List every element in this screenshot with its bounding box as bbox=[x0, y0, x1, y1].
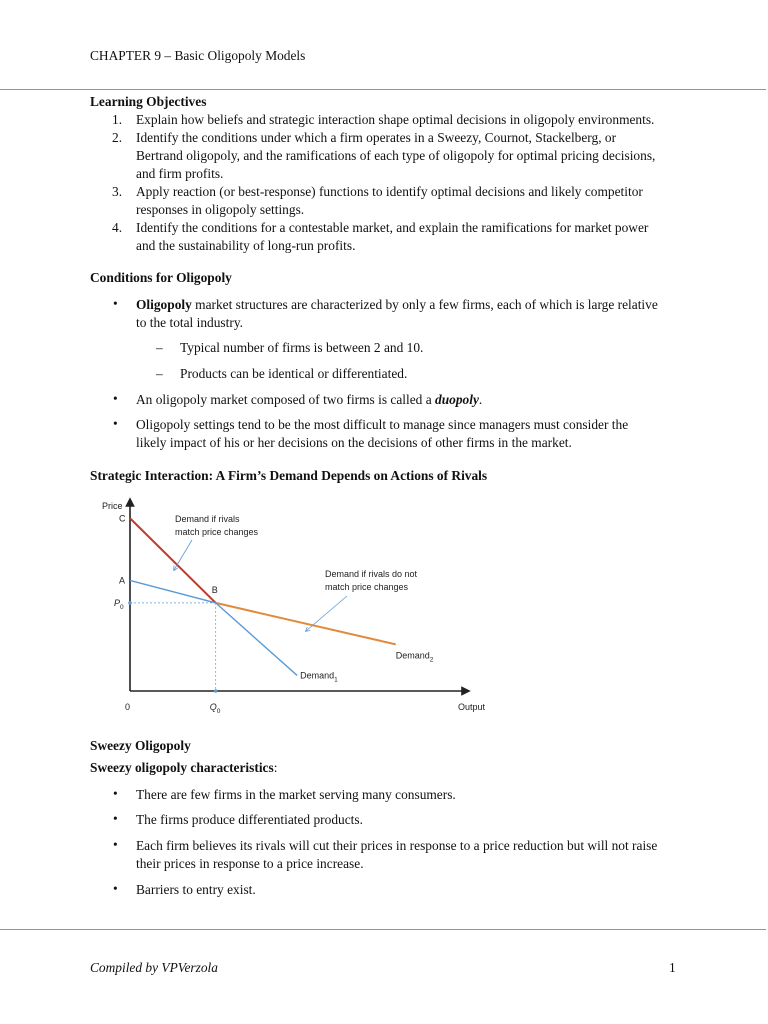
sweezy-bullet: The firms produce differentiated products. bbox=[136, 812, 363, 827]
objective-text: Identify the conditions under which a firm operates in a Sweezy, Cournot, Stackelberg, or bbox=[136, 130, 617, 145]
point-a-label: A bbox=[119, 575, 126, 586]
conditions-bullet-1 bbox=[136, 296, 726, 332]
annotation-nomatch-line1: Demand if rivals do not bbox=[325, 569, 418, 579]
y-axis-label: Price bbox=[102, 501, 123, 511]
conditions-bullet-2 bbox=[136, 391, 726, 409]
objective-number: 2. bbox=[112, 130, 123, 145]
objective-text: Explain how beliefs and strategic interaction shape optimal decisions in oligopoly environments. bbox=[136, 112, 655, 127]
bullet-text: to the total industry. bbox=[136, 315, 243, 330]
objective-item bbox=[90, 183, 730, 219]
demand1-label: Demand$_1$ bbox=[300, 670, 338, 684]
objective-item bbox=[90, 129, 730, 183]
sweezy-bullet: Barriers to entry exist. bbox=[136, 882, 256, 897]
bullet-icon: • bbox=[113, 296, 118, 311]
sweezy-heading: Sweezy Oligopoly bbox=[90, 738, 191, 753]
bullet-icon: • bbox=[113, 416, 118, 431]
sweezy-subheading-text: Sweezy oligopoly characteristics bbox=[90, 760, 274, 775]
objective-item bbox=[90, 111, 730, 129]
p0-label: $P_0$ bbox=[114, 597, 124, 611]
bullet-text: Oligopoly settings tend to be the most difficult to manage since managers must consider the bbox=[136, 417, 629, 432]
objective-text: Apply reaction (or best-response) functions to identify optimal decisions and likely competitor bbox=[136, 184, 643, 199]
origin-label: 0 bbox=[125, 702, 131, 712]
learning-objectives-list bbox=[90, 111, 730, 255]
bullet-text: likely impact of his or her decisions on the decisions of other firms in the market. bbox=[136, 435, 572, 450]
annotation-match-line1: Demand if rivals bbox=[175, 514, 240, 524]
bullet-icon: • bbox=[113, 837, 118, 852]
page-number: 1 bbox=[669, 960, 676, 975]
bullet-text: An oligopoly market composed of two firms is called a bbox=[136, 392, 435, 407]
bullet-text: their prices in response to a price increase. bbox=[136, 856, 364, 871]
point-b-label: B bbox=[211, 584, 218, 595]
q0-label: $Q_0$ bbox=[209, 702, 221, 715]
p0-tick-mark bbox=[128, 601, 132, 605]
footer-rule bbox=[0, 929, 766, 930]
q0-tick-mark bbox=[214, 689, 218, 693]
objective-number: 1. bbox=[112, 112, 123, 127]
objective-number: 4. bbox=[112, 220, 123, 235]
objective-text: Identify the conditions for a contestable market, and explain the ramifications for market power bbox=[136, 220, 649, 235]
conditions-sub-1: Typical number of firms is between 2 and 10. bbox=[180, 340, 424, 355]
sweezy-bullet: There are few firms in the market serving many consumers. bbox=[136, 787, 456, 802]
page-title: CHAPTER 9 – Basic Oligopoly Models bbox=[90, 48, 306, 63]
annotation-match-line2: match price changes bbox=[175, 527, 259, 537]
conditions-bullet-3 bbox=[136, 416, 726, 452]
duopoly-term: duopoly bbox=[435, 392, 479, 407]
colon: : bbox=[273, 760, 278, 775]
kinked-demand-chart bbox=[92, 492, 486, 722]
sweezy-subheading bbox=[90, 760, 277, 776]
point-c-label: C bbox=[119, 513, 126, 524]
objective-text: responses in oligopoly settings. bbox=[136, 202, 305, 217]
bullet-icon: • bbox=[113, 391, 118, 406]
sweezy-bullet bbox=[136, 837, 726, 873]
x-axis-label: Output bbox=[458, 702, 486, 712]
bullet-text: . bbox=[478, 392, 483, 407]
oligopoly-term: Oligopoly bbox=[136, 297, 192, 312]
dash-icon: – bbox=[156, 366, 163, 381]
objective-text: Bertrand oligopoly, and the ramifications of each type of oligopoly for optimal pricing decisions, bbox=[136, 148, 656, 163]
conditions-heading: Conditions for Oligopoly bbox=[90, 270, 232, 285]
strategic-heading: Strategic Interaction: A Firm’s Demand Depends on Actions of Rivals bbox=[90, 468, 488, 483]
bullet-icon: • bbox=[113, 811, 118, 826]
learning-objectives-heading: Learning Objectives bbox=[90, 94, 207, 109]
header-rule bbox=[0, 89, 766, 90]
annotation-match-arrow bbox=[174, 540, 192, 570]
dash-icon: – bbox=[156, 340, 163, 355]
annotation-nomatch-arrow bbox=[306, 596, 347, 631]
objective-text: and the sustainability of long-run profits. bbox=[136, 238, 356, 253]
footer-author: Compiled by VPVerzola bbox=[90, 960, 218, 975]
bullet-icon: • bbox=[113, 881, 118, 896]
nomatch-demand-line bbox=[216, 603, 396, 644]
conditions-sub-2: Products can be identical or differentiated. bbox=[180, 366, 408, 381]
bullet-text: Each firm believes its rivals will cut their prices in response to a price reduction but will not raise bbox=[136, 838, 658, 853]
bullet-text: market structures are characterized by only a few firms, each of which is large relative bbox=[191, 297, 658, 312]
objective-item bbox=[90, 219, 730, 255]
demand2-label: Demand$_2$ bbox=[395, 650, 434, 664]
bullet-icon: • bbox=[113, 786, 118, 801]
objective-text: and firm profits. bbox=[136, 166, 224, 181]
annotation-nomatch-line2: match price changes bbox=[325, 582, 409, 592]
objective-number: 3. bbox=[112, 184, 123, 199]
